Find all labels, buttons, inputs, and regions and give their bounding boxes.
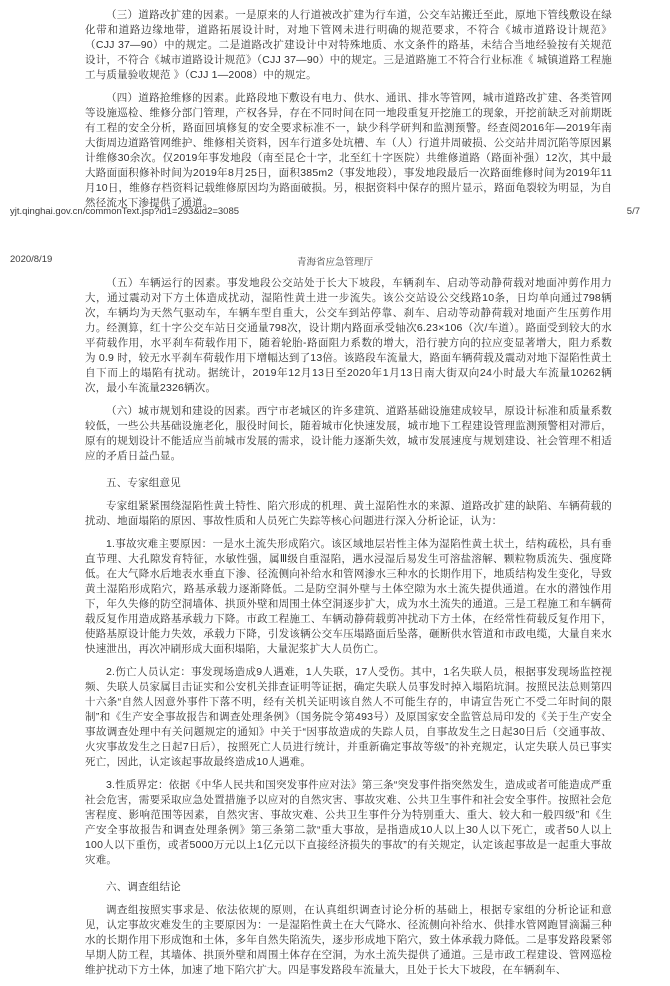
paragraph-vehicle-operation-factor: （五）车辆运行的因素。事发地段公交站处于长大下坡段，车辆刹车、启动等动静荷载对地面冲剪作用力大，通过震动对下方土体造成扰动，湿陷性黄土进一步流失。该公交站设公交线路10条，日均单向通过798辆次，车辆均为天然气驱动车，车辆车型自重大，公交车到站停靠、刹车、启动等动静荷载对地面产生压剪作用力。经测算，红十字公交车站日交通量798次，设计期内路面承受轴次6.23×106（次/车道）。路面受到较大的水平荷载作用，水平刹车荷载作用下，随着轮胎-路面阻力系数的增大，沿行驶方向的拉应变显著增大，阻力系数为 0.9 时，较无水平刹车荷载作用下增幅达到了13倍。该路段车流量大，路面车辆荷载及震动对地下湿陷性黄土自下而上的塌陷有扰动。据统计，2019年12月13日至2020年1月13日南大街双向24小时最大车流量10262辆次，最小车流量2326辆次。: [85, 277, 612, 394]
page5-content: [85, 8, 612, 219]
section-heading-expert-group-opinion: 五、专家组意见: [106, 477, 181, 489]
section-heading-investigation-conclusion: 六、调查组结论: [106, 881, 181, 893]
paragraph-casualty-determination: 2.伤亡人员认定：事发现场造成9人遇难，1人失联，17人受伤。其中，1名失联人员，根据事发现场监控视频、失联人员家属目击证实和公安机关排查证明等证据，确定失联人员事发时掉入塌陷坑洞。按照民法总则第四十六条“自然人因意外事件下落不明，经有关机关证明该自然人不可能生存的，申请宣告死亡不受二年时间的限制”和《生产安全事故报告和调查处理条例》（国务院令第493号）及原国家安全监管总局印发的《关于生产安全事故调查处理中有关问题规定的通知》中关于“因事故造成的失踪人员，自事故发生之日起30日后（交通事故、火灾事故发生之日起7日后），按照死亡人员进行统计，并重新确定事故等级”的补充规定，认定失联人员已事实死亡，因此，认定该起事故最终造成10人遇难。: [85, 666, 612, 768]
print-header-date: 2020/8/19: [10, 254, 53, 265]
paragraph-urban-planning-factor: （六）城市规划和建设的因素。西宁市老城区的许多建筑、道路基础设施建成较早，原设计标准和质量系数较低，一些公共基础设施老化，服役时间长，随着城市化快速发展，城市地下工程建设管理监测预警相对滞后，原有的规划设计不能适应当前城市发展的需求，设计能力逐渐失效，城市发展速度与规划建设、社会管理不相适应的矛盾日益凸显。: [85, 405, 612, 462]
paragraph-main-disaster-causes: 1.事故灾难主要原因：一是水土流失形成陷穴。该区域地层岩性主体为湿陷性黄土状土，结构疏松，具有垂直节理、大孔隙发育特征，水敏性强，属Ⅲ级自重湿陷，遇水浸湿后易发生可溶盐溶解、颗粒物质流失、强度降低。在大气降水后地表水垂直下渗、径流侧向补给水和管网渗水三种水的长期作用下，地质结构发生变化，导致黄土湿陷形成陷穴，路基承载力逐渐降低。二是防空洞外壁与土体空隙为水土流失提供通道。在水的潜蚀作用下，年久失修的防空洞墙体、拱顶外壁和周围土体空洞逐步扩大，成为水土流失的通道。三是工程施工和车辆荷载反复作用造成路基承载力下降。市政工程施工、车辆动静荷载剪冲扰动下方土体，在经常性荷载反复作用下，使路基原设计能力失效，承载力下降，引发该辆公交车压塌路面后坠落，砸断供水管道和市政电缆，大量自来水快速泄出，再次冲刷形成大面积塌陷，大量泥浆扩大人员伤亡。: [85, 538, 612, 655]
page6-content: [85, 276, 612, 986]
print-header-title: 青海省应急管理厅: [296, 257, 373, 268]
paragraph-road-expansion-factor: （三）道路改扩建的因素。一是原来的人行道被改扩建为行车道，公交车站搬迁至此，原地下管线敷设在绿化带和道路边缘地带，道路拓展设计时，对地下管网未进行明确的规范要求，不符合《城市道路设计规范》（CJJ 37—90）中的规定。二是道路改扩建设计中对特殊地质、水文条件的路基，未结合当地经验按有关规范设计，不符合《城市道路设计规范》（CJJ 37—90）中的规定。三是道路施工不符合行业标准《 城镇道路工程施工与质量验收规范 》（CJJ 1—2008）中的规定。: [85, 9, 612, 81]
paragraph-investigation-conclusion: 调查组按照实事求是、依法依规的原则，在认真组织调查讨论分析的基础上，根据专家组的分析论证和意见，认定事故灾难发生的主要原因为：一是湿陷性黄土在大气降水、径流侧向补给水、供排水管网跑冒滴漏三种水的长期作用下形成饱和土体，多年自然失陷流失，逐步形成地下陷穴，致土体承载力降低。二是事发路段紧邻早期人防工程，其墙体、拱顶外壁和周围土体存在空洞，为水土流失提供了通道。三是市政工程建设、管网巡检维护扰动下方土体，加速了地下陷穴扩大。四是事发路段车流量大，且处于长大下坡段，在车辆刹车、: [85, 904, 612, 976]
print-footer-url: yjt.qinghai.gov.cn/commonText.jsp?id1=293&id2=3085: [10, 206, 240, 217]
print-footer-page-number: 5/7: [626, 206, 640, 217]
paragraph-nature-definition: 3.性质界定：依据《中华人民共和国突发事件应对法》第三条“突发事件指突然发生，造成或者可能造成严重社会危害，需要采取应急处置措施予以应对的自然灾害、事故灾难、公共卫生事件和社会安全事件。按照社会危害程度、影响范围等因素，自然灾害、事故灾难、公共卫生事件分为特别重大、重大、较大和一般四级”和《生产安全事故报告和调查处理条例》第三条第二款“重大事故，是指造成10人以上30人以下死亡，或者50人以上100人以下重伤，或者5000万元以上1亿元以下直接经济损失的事故”的有关规定，认定该起事故是一起重大事故灾难。: [85, 779, 612, 866]
paragraph-road-repair-factor: （四）道路抢维修的因素。此路段地下敷设有电力、供水、通讯、排水等管网，城市道路改扩建、各类管网等设施巡检、维修分部门管理，产权各异，存在不同时间在同一地段重复开挖施工的现象，开挖前缺乏对前期既有工程的安全分析，路面回填修复的安全要求标准不一，缺少科学研判和监测预警。经查阅2016年—2019年南大街周边道路管网维护、维修相关资料，因车行道多处坑槽、车（人）行道井周破损、公交站井周沉陷等原因累计维修30余次。仅2019年事发地段（南至昆仑十字，北至红十字医院）共维修道路（路面补强）12次，其中最大路面面积修补时间为2019年8月25日，面积385m2（事发地段），事发地段最后一次路面维修时间为2019年11月10日，维修存档资料记载维修原因均为路面破损。另，根据资料中保存的照片显示，路面龟裂较为明显，为自然径流水下渗提供了通道。: [85, 92, 612, 209]
paragraph-expert-group-intro: 专家组紧紧围绕湿陷性黄土特性、陷穴形成的机理、黄土湿陷性水的来源、道路改扩建的缺陷、车辆荷载的扰动、地面塌陷的原因、事故性质和人员死亡失踪等核心问题进行深入分析论证，认为：: [85, 500, 612, 527]
print-header: [10, 254, 660, 268]
print-footer: [10, 206, 640, 217]
